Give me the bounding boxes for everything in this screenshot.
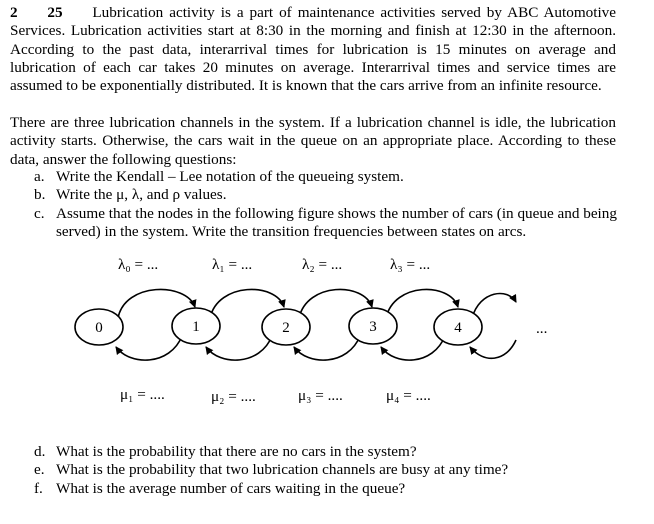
state-node-1 (172, 308, 220, 344)
state-label: 2 (282, 320, 290, 336)
item-label: d. (34, 443, 46, 460)
item-text: Write the μ, λ, and ρ values. (56, 186, 227, 204)
mu-label-4: μ₄ = .... (386, 387, 431, 404)
item-label: b. (34, 186, 46, 204)
arrival-arc-4-next (472, 294, 516, 318)
lambda-label-1: λ₁ = ... (212, 256, 253, 273)
list-item-e (34, 461, 618, 479)
list-item-d (34, 443, 618, 461)
service-arc-2-1 (206, 336, 272, 360)
state-label: 1 (192, 319, 200, 335)
service-arc-4-3 (381, 336, 445, 360)
diagram-ellipsis: ... (536, 320, 548, 337)
item-text: What is the probability that two lubrication channels are busy at any time? (56, 461, 509, 479)
lambda-label-2: λ₂ = ... (302, 256, 343, 273)
service-arc-next-4 (470, 340, 516, 358)
state-label: 3 (369, 319, 377, 335)
item-label: e. (34, 461, 45, 479)
question-paragraph-2: There are three lubrication channels in the system. If a lubrication channel is idle, the lubrication activity starts. Otherwise, the cars wait in the queue on an appropriate place. According to these data, answer the following questions: (10, 114, 616, 168)
question-list-def (34, 443, 618, 498)
mu-label-1: μ₁ = .... (120, 386, 165, 403)
lambda-label-0: λ₀ = ... (118, 256, 159, 273)
state-node-3 (349, 308, 397, 344)
lambda-label-3: λ₃ = ... (390, 256, 431, 273)
list-item-f (34, 480, 618, 498)
mu-label-2: μ₂ = .... (211, 388, 256, 405)
item-label: f. (34, 479, 43, 497)
item-text: Assume that the nodes in the following figure shows the number of cars (in queue and being served) in the system. Write the transition frequencies between states on arcs. (56, 204, 617, 240)
service-arc-1-0 (116, 336, 182, 360)
item-label: c. (34, 204, 45, 222)
paragraph-1-text: Lubrication activity is a part of maintenance activities served by ABC Automotive Services. Lubrication activities start at 8:30 in the morning and finish at 12:30 in the afternoon. According to the past data, interarrival times for lubrication is 15 minutes on average and lubrication of each car takes 20 minutes on average. Interarrival times and service times are assumed to be exponentially distributed. It is known that the cars arrive from an infinite resource. (10, 4, 617, 95)
question-number: 2 (10, 4, 18, 21)
state-label: 0 (95, 320, 103, 336)
item-text: What is the average number of cars waiting in the queue? (56, 479, 406, 497)
state-label: 4 (454, 320, 462, 336)
item-text: What is the probability that there are no cars in the system? (56, 443, 417, 460)
item-label: a. (34, 168, 45, 185)
item-text: Write the Kendall – Lee notation of the queueing system. (56, 168, 404, 185)
state-node-0 (75, 309, 123, 345)
state-node-4 (434, 309, 482, 345)
question-points: 25 (47, 4, 63, 21)
mu-label-3: μ₃ = .... (298, 387, 343, 404)
state-node-2 (262, 309, 310, 345)
